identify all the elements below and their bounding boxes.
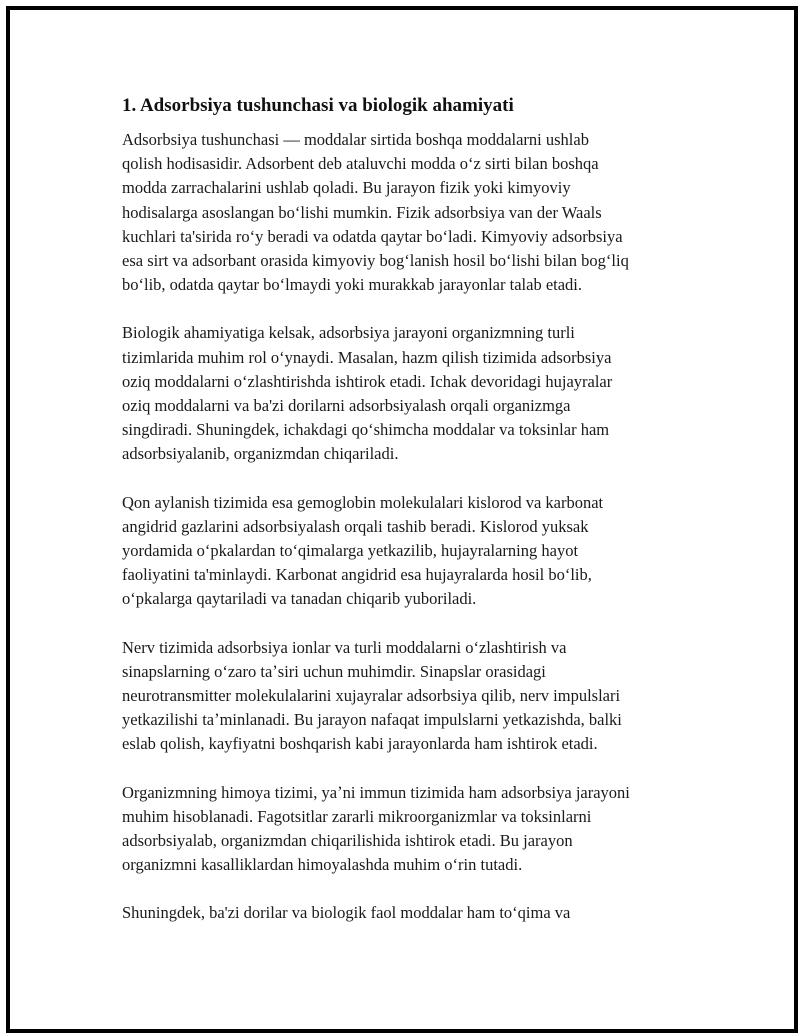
document-body: [122, 94, 702, 950]
document-page: [6, 6, 798, 1033]
text-line: eslab qolish, kayfiyatni boshqarish kabi jarayonlarda ham ishtirok etadi.: [122, 734, 598, 754]
text-line: organizmni kasalliklardan himoyalashda muhim oʻrin tutadi.: [122, 855, 523, 875]
text-line: oziq moddalarni va ba'zi dorilarni adsorbsiyalash orqali organizmga: [122, 396, 571, 416]
text-line: muhim hisoblanadi. Fagotsitlar zararli mikroorganizmlar va toksinlarni: [122, 806, 592, 826]
text-line: Qon aylanish tizimida esa gemoglobin molekulalari kislorod va karbonat: [122, 492, 604, 512]
paragraph-list: [122, 128, 702, 926]
text-line: oziq moddalarni oʻzlashtirishda ishtirok etadi. Ichak devoridagi hujayralar: [122, 371, 613, 391]
text-line: qolish hodisasidir. Adsorbent deb ataluvchi modda oʻz sirti bilan boshqa: [122, 154, 599, 174]
text-line: angidrid gazlarini adsorbsiyalash orqali tashib beradi. Kislorod yuksak: [122, 516, 589, 536]
text-line: singdiradi. Shuningdek, ichakdagi qoʻshimcha moddalar va toksinlar ham: [122, 420, 610, 440]
body-paragraph: [122, 901, 702, 925]
body-paragraph: [122, 781, 702, 878]
text-line: adsorbsiyalanib, organizmdan chiqariladi.: [122, 444, 399, 464]
text-line: sinapslarning oʻzaro taʼsiri uchun muhimdir. Sinapslar orasidagi: [122, 661, 546, 681]
body-paragraph: [122, 128, 702, 297]
text-line: esa sirt va adsorbant orasida kimyoviy bogʻlanish hosil boʻlishi bilan bogʻliq: [122, 251, 629, 271]
text-line: adsorbsiyalab, organizmdan chiqarilishida ishtirok etadi. Bu jarayon: [122, 831, 573, 851]
text-line: Organizmning himoya tizimi, yaʼni immun tizimida ham adsorbsiya jarayoni: [122, 782, 630, 802]
text-line: boʻlib, odatda qaytar boʻlmaydi yoki murakkab jarayonlar talab etadi.: [122, 275, 583, 295]
text-line: tizimlarida muhim rol oʻynaydi. Masalan, hazm qilish tizimida adsorbsiya: [122, 347, 612, 367]
text-line: hodisalarga asoslangan boʻlishi mumkin. Fizik adsorbsiya van der Waals: [122, 202, 602, 222]
text-line: Biologik ahamiyatiga kelsak, adsorbsiya jarayoni organizmning turli: [122, 323, 575, 343]
body-paragraph: [122, 321, 702, 466]
body-paragraph: [122, 491, 702, 612]
text-line: modda zarrachalarini ushlab qoladi. Bu jarayon fizik yoki kimyoviy: [122, 178, 571, 198]
text-line: neurotransmitter molekulalarini xujayralar adsorbsiya qilib, nerv impulslari: [122, 686, 621, 706]
body-paragraph: [122, 636, 702, 757]
text-line: oʻpkalarga qaytariladi va tanadan chiqarib yuboriladi.: [122, 589, 477, 609]
section-heading: 1. Adsorbsiya tushunchasi va biologik ahamiyati: [122, 95, 514, 116]
text-line: kuchlari ta'sirida roʻy beradi va odatda qaytar boʻladi. Kimyoviy adsorbsiya: [122, 226, 623, 246]
text-line: Nerv tizimida adsorbsiya ionlar va turli moddalarni oʻzlashtirish va: [122, 637, 567, 657]
text-line: yetkazilishi taʼminlanadi. Bu jarayon nafaqat impulslarni yetkazishda, balki: [122, 710, 622, 730]
text-line: yordamida oʻpkalardan toʻqimalarga yetkazilib, hujayralarning hayot: [122, 541, 579, 561]
text-line: faoliyatini ta'minlaydi. Karbonat angidrid esa hujayralarda hosil boʻlib,: [122, 565, 592, 585]
text-line: Adsorbsiya tushunchasi — moddalar sirtida boshqa moddalarni ushlab: [122, 130, 589, 149]
text-line: Shuningdek, ba'zi dorilar va biologik faol moddalar ham toʻqima va: [122, 903, 571, 923]
